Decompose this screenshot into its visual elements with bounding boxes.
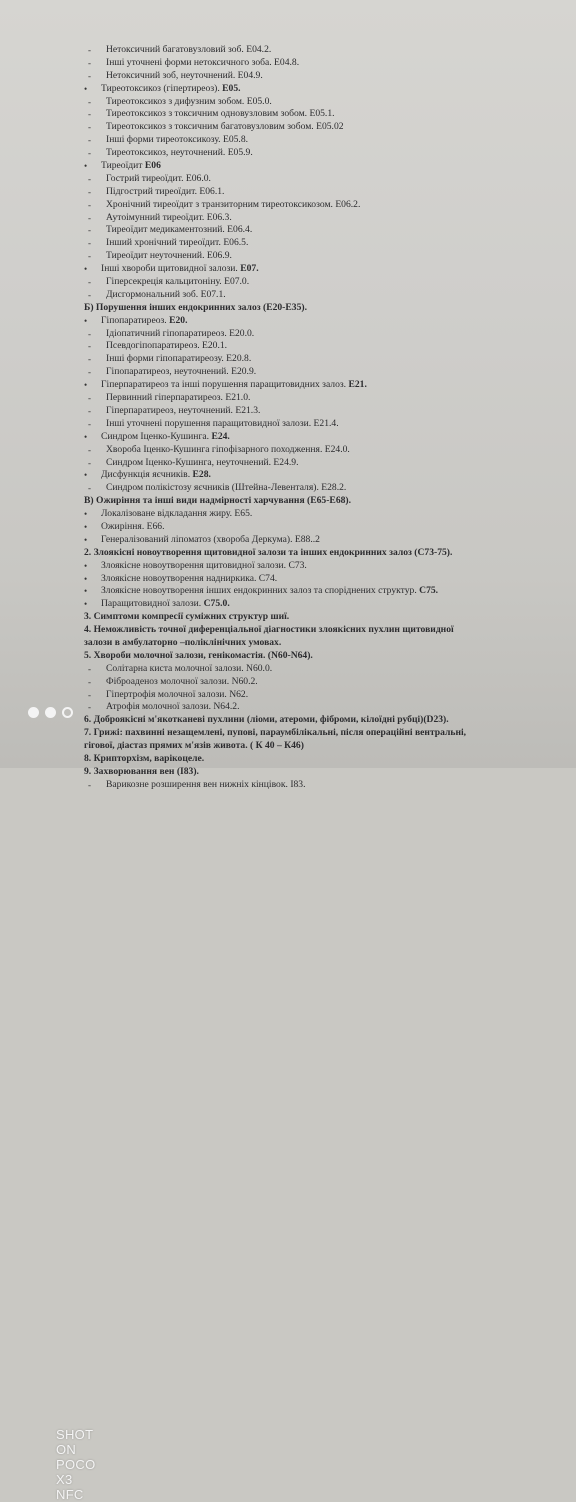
line-text [101,560,307,573]
list-item [0,431,576,444]
line-plain-text: Гіперпаратиреоз та інші порушення паращитовидних залоз. [101,379,349,391]
list-item [0,779,576,792]
line-bold-text: 3. Симптоми компресії суміжних структур шиї. [84,611,290,623]
line-plain-text: Дисфункція яєчників. [101,469,193,481]
list-item [0,83,576,96]
line-bold-text: 5. Хвороби молочної залози, генікомастія. (N60-N64). [84,649,313,661]
line-plain-text: Гіпопаратиреоз. [101,314,170,326]
line-text [101,598,230,611]
dash-icon: - [88,238,91,249]
line-text [101,315,188,328]
list-item [0,689,576,702]
bullet-icon: • [84,560,88,571]
line-plain-text: Інші хвороби щитовидної залози. [101,263,241,275]
list-item [0,379,576,392]
line-text [101,585,438,598]
list-item [0,212,576,225]
list-item [0,186,576,199]
line-text [84,753,204,766]
bullet-icon: • [84,509,88,520]
line-text [106,328,254,341]
line-text [106,701,240,714]
dash-icon: - [88,676,91,687]
line-text [84,547,452,560]
list-item [0,340,576,353]
line-text [106,689,248,702]
line-plain-text: Злоякісне новоутворення інших ендокринних залоз та споріднених структур. [101,585,420,597]
line-bold-text: гігової, діастаз прямих м'язів живота. ( К 40 – К46) [84,740,304,752]
line-plain-text: Локалізоване відкладання жиру. Е65. [101,508,253,520]
line-text [106,418,339,431]
line-plain-text: Інші форми гіпопаратиреозу. Е20.8. [106,353,252,365]
line-plain-text: Ожиріння. Е66. [101,520,165,532]
line-plain-text: Інші уточнені порушення паращитовидної залози. Е21.4. [106,417,339,429]
dash-icon: - [88,689,91,700]
list-item [0,573,576,586]
line-text [101,534,320,547]
section-heading [0,302,576,315]
line-text [101,508,252,521]
line-text [84,637,281,650]
list-item [0,663,576,676]
section-heading [0,611,576,624]
section-heading [0,547,576,560]
line-text [106,108,335,121]
line-bold-text: Е21. [348,379,367,391]
bullet-icon: • [84,161,88,172]
section-heading [0,753,576,766]
dash-icon: - [88,418,91,429]
dash-icon: - [88,457,91,468]
line-plain-text: Хронічний тиреоїдит з транзиторним тиреотоксикозом. Е06.2. [106,198,361,210]
line-bold-text: 8. Крипторхізм, варікоцеле. [84,752,205,764]
line-text [84,727,466,740]
line-text [106,224,252,237]
line-plain-text: Нетоксичний зоб, неуточнений. Е04.9. [106,69,263,81]
dash-icon: - [88,702,91,713]
line-plain-text: Гіпертрофія молочної залози. N62. [106,688,249,700]
list-item [0,199,576,212]
bullet-icon: • [84,599,88,610]
bullet-icon: • [84,521,88,532]
line-plain-text: Паращитовидної залози. [101,598,204,610]
line-plain-text: Псевдогіпопаратиреоз. Е20.1. [106,340,228,352]
bullet-icon: • [84,534,88,545]
list-item [0,560,576,573]
line-text [106,457,298,470]
line-text [106,340,227,353]
line-text [106,44,271,57]
line-plain-text: Гострий тиреоїдит. Е06.0. [106,172,211,184]
line-text [84,624,454,637]
line-text [84,650,313,663]
list-item [0,250,576,263]
line-bold-text: Б) Порушення інших ендокринних залоз (Е20-Е35). [84,301,307,313]
dash-icon: - [88,328,91,339]
document-body [0,44,576,792]
line-plain-text: Первинний гіперпаратиреоз. Е21.0. [106,392,251,404]
line-bold-text: Е20. [169,314,188,326]
camera-dots-icon [28,705,79,723]
line-text [101,469,211,482]
line-plain-text: Інші форми тиреотоксикозу. Е05.8. [106,134,249,146]
bullet-icon: • [84,470,88,481]
list-item [0,44,576,57]
bullet-icon: • [84,83,88,94]
dash-icon: - [88,225,91,236]
line-bold-text: Е05. [222,82,241,94]
list-item [0,289,576,302]
line-text [106,134,248,147]
line-plain-text: Синдром полікістозу яєчників (Штейна-Левенталя). Е28.2. [106,482,347,494]
line-plain-text: Атрофія молочної залози. N64.2. [106,701,240,713]
dash-icon: - [88,354,91,365]
line-plain-text: Ідіопатичний гіпопаратиреоз. Е20.0. [106,327,255,339]
dash-icon: - [88,186,91,197]
bullet-icon: • [84,431,88,442]
line-bold-text: 9. Захворювання вен (І83). [84,765,199,777]
line-plain-text: Варикозне розширення вен нижніх кінцівок. І83. [106,778,306,790]
list-item [0,598,576,611]
list-item [0,585,576,598]
section-heading [0,740,576,753]
section-heading [0,495,576,508]
line-plain-text: Інші уточнені форми нетоксичного зоба. Е04.8. [106,56,300,68]
line-bold-text: В) Ожиріння та інші види надмірності харчування (Е65-Е68). [84,495,352,507]
line-plain-text: Тиреотоксикоз з дифузним зобом. Е05.0. [106,95,272,107]
line-text [84,714,449,727]
list-item [0,173,576,186]
line-text [106,663,272,676]
line-text [84,740,304,753]
list-item [0,276,576,289]
bullet-icon: • [84,264,88,275]
line-plain-text: Синдром Іценко-Кушинга. [101,430,212,442]
line-text [106,237,248,250]
list-item [0,521,576,534]
line-plain-text: Тиреотоксикоз з токсичним багатовузловим зобом. Е05.02 [106,121,344,133]
list-item [0,70,576,83]
line-text [106,121,344,134]
list-item [0,457,576,470]
line-text [106,96,272,109]
line-text [101,379,367,392]
line-bold-text: Е07. [240,263,259,275]
bullet-icon: • [84,586,88,597]
line-text [106,199,360,212]
list-item [0,469,576,482]
line-text [101,521,164,534]
line-bold-text: 4. Неможливість точної диференціальної діагностики злоякісних пухлин щитовидної [84,624,454,636]
bullet-icon: • [84,573,88,584]
line-text [101,83,241,96]
list-item [0,263,576,276]
list-item [0,147,576,160]
line-plain-text: Синдром Іценко-Кушинга, неуточнений. Е24.9. [106,456,299,468]
line-plain-text: Гіперсекреція кальцитоніну. Е07.0. [106,276,250,288]
section-heading [0,727,576,740]
section-heading [0,714,576,727]
dash-icon: - [88,367,91,378]
line-plain-text: Тиреоїдит медикаментозний. Е06.4. [106,224,253,236]
line-text [106,70,263,83]
line-text [84,611,289,624]
dash-icon: - [88,393,91,404]
dash-icon: - [88,122,91,133]
dash-icon: - [88,405,91,416]
section-heading [0,637,576,650]
dash-icon: - [88,289,91,300]
line-bold-text: 2. Злоякісні новоутворення щитовидної залози та інших ендокринних залоз (С73-75). [84,546,453,558]
line-plain-text: Тиреотоксикоз з токсичним одновузловим зобом. Е05.1. [106,108,335,120]
dash-icon: - [88,199,91,210]
line-plain-text: Аутоімунний тиреоїдит. Е06.3. [106,211,232,223]
line-text [84,495,351,508]
dash-icon: - [88,135,91,146]
line-text [106,173,211,186]
section-heading [0,650,576,663]
line-plain-text: Дисгормональний зоб. Е07.1. [106,288,226,300]
dash-icon: - [88,341,91,352]
dash-icon: - [88,45,91,55]
line-text [101,573,277,586]
line-plain-text: Гіпопаратиреоз, неуточнений. Е20.9. [106,366,257,378]
bullet-icon: • [84,315,88,326]
list-item [0,224,576,237]
line-text [101,431,230,444]
dash-icon: - [88,173,91,184]
line-plain-text: Підгострий тиреоїдит. Е06.1. [106,185,225,197]
list-item [0,108,576,121]
line-text [101,263,259,276]
dash-icon: - [88,277,91,288]
line-plain-text: Хвороба Іценко-Кушинга гіпофізарного походження. Е24.0. [106,443,350,455]
dash-icon: - [88,779,91,790]
list-item [0,482,576,495]
line-bold-text: С75. [419,585,439,597]
line-text [101,160,161,173]
line-text [106,276,249,289]
dash-icon: - [88,148,91,159]
list-item [0,353,576,366]
dash-icon: - [88,57,91,68]
line-plain-text: Нетоксичний багатовузловий зоб. Е04.2. [106,44,272,55]
dash-icon: - [88,663,91,674]
line-bold-text: 7. Грижі: пахвинні незащемлені, пупові, параумбілікальні, після операційні вентральні, [84,727,467,739]
line-text [106,366,256,379]
line-plain-text: Генералізований ліпоматоз (хвороба Деркума). Е88..2 [101,533,320,545]
line-text [106,444,350,457]
dash-icon: - [88,70,91,81]
line-text [106,392,250,405]
list-item [0,676,576,689]
line-bold-text: С75.0. [203,598,230,610]
line-text [106,289,226,302]
line-plain-text: Злоякісне новоутворення щитовидної залози. С73. [101,559,307,571]
line-plain-text: Тиреотоксикоз (гіпертиреоз). [101,82,223,94]
line-bold-text: Е28. [192,469,211,481]
line-text [106,147,253,160]
list-item [0,315,576,328]
line-text [106,482,346,495]
list-item [0,508,576,521]
section-heading [0,624,576,637]
line-plain-text: Інший хронічний тиреоїдит. Е06.5. [106,237,249,249]
line-text [106,353,251,366]
line-plain-text: Солітарна киста молочної залози. N60.0. [106,662,273,674]
line-plain-text: Тиреоїдит [101,160,145,172]
line-text [106,57,299,70]
line-bold-text: 6. Доброякісні м'якотканеві пухлини (ліоми, атероми, фіброми, кілоїдні рубці)(D23). [84,714,449,726]
line-text [106,676,258,689]
dash-icon: - [88,444,91,455]
line-text [106,405,260,418]
list-item [0,366,576,379]
list-item [0,392,576,405]
dash-icon: - [88,109,91,120]
list-item [0,444,576,457]
list-item [0,328,576,341]
dash-icon: - [88,212,91,223]
line-bold-text: залози в амбулаторно –поліклінічних умовах. [84,636,282,648]
list-item [0,534,576,547]
dash-icon: - [88,251,91,262]
line-plain-text: Фіброаденоз молочної залози. N60.2. [106,675,258,687]
line-plain-text: Гіперпаратиреоз, неуточнений. Е21.3. [106,404,261,416]
line-plain-text: Тиреотоксикоз, неуточнений. Е05.9. [106,147,253,159]
dash-icon: - [88,96,91,107]
line-plain-text: Тиреоїдит неуточнений. Е06.9. [106,250,232,262]
list-item [0,121,576,134]
list-item [0,701,576,714]
line-text [84,302,307,315]
line-text [106,779,306,792]
list-item [0,405,576,418]
line-bold-text: Е24. [211,430,230,442]
line-bold-text: Е06 [144,160,161,172]
line-text [106,250,232,263]
line-text [106,186,224,199]
list-item [0,418,576,431]
line-plain-text: Злоякісне новоутворення надниркика. С74. [101,572,278,584]
list-item [0,237,576,250]
list-item [0,160,576,173]
bullet-icon: • [84,380,88,391]
line-text [106,212,232,225]
dash-icon: - [88,483,91,494]
list-item [0,57,576,70]
list-item [0,96,576,109]
list-item [0,134,576,147]
